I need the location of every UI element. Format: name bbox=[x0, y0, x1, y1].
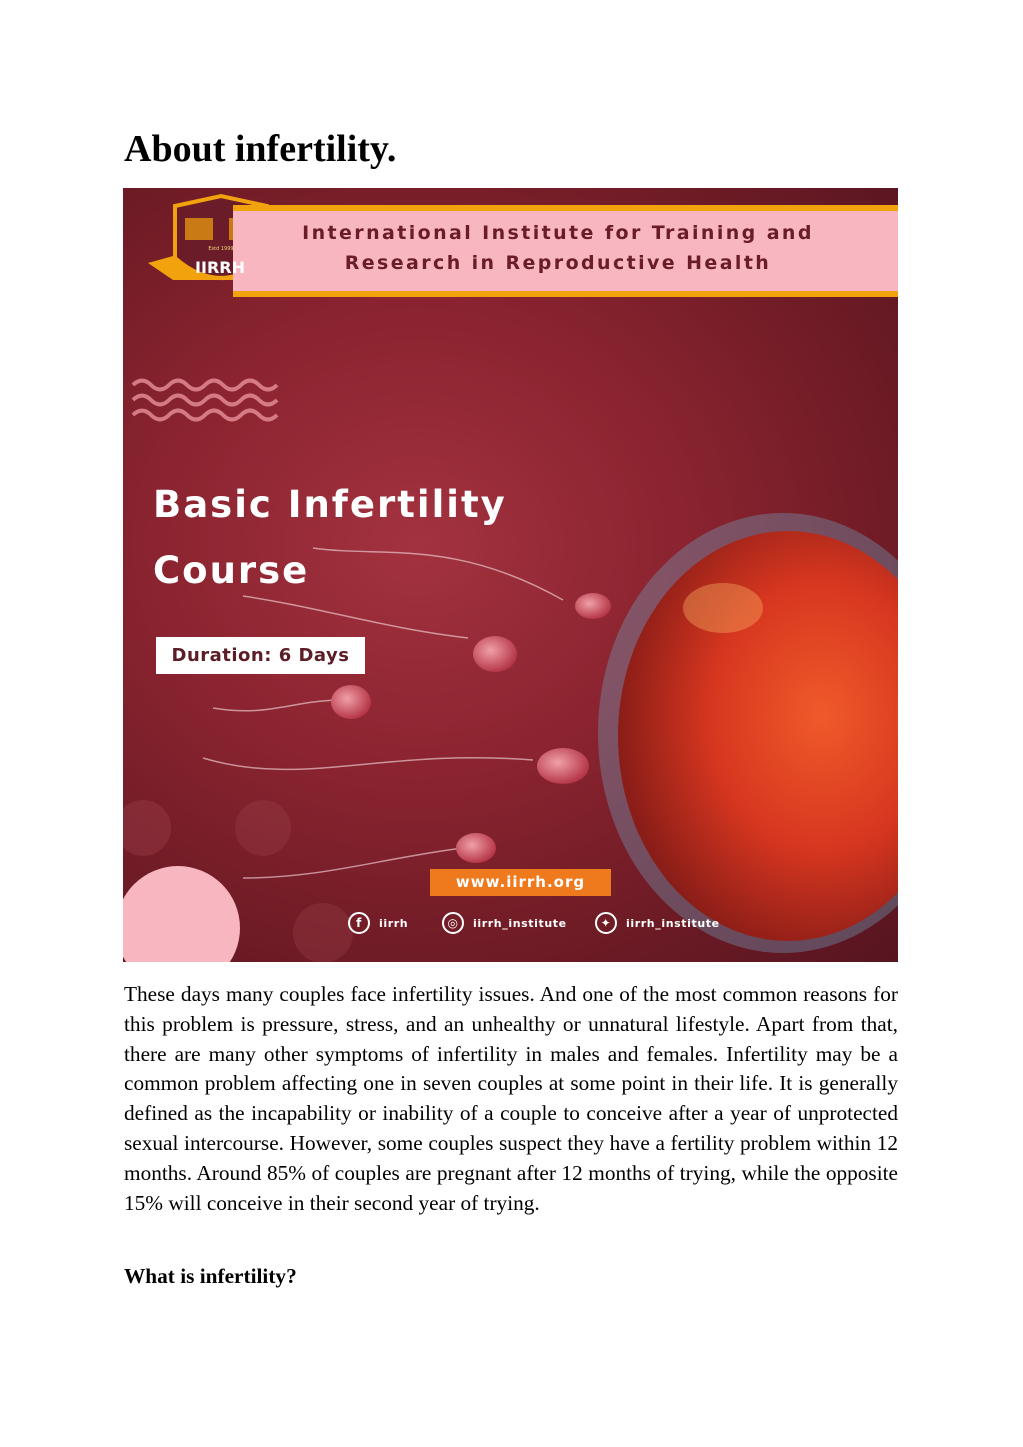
institute-name bbox=[293, 218, 823, 278]
twitter-icon: ✦ bbox=[595, 912, 617, 934]
social-handle: iirrh_institute bbox=[473, 916, 567, 930]
duration-label: Duration: 6 Days bbox=[156, 637, 365, 674]
institute-name-line1: International Institute for Training and bbox=[302, 222, 814, 244]
website-label: www.iirrh.org bbox=[430, 869, 611, 896]
social-handle: iirrh_institute bbox=[626, 916, 720, 930]
body-paragraph: These days many couples face infertility issues. And one of the most common reasons for this problem is pressure, stress, and an unhealthy or unnatural lifestyle. Apart from that, there are many other symptoms of infertility in males and females. Infertility may be a common problem affecting one in seven couples at some point in their life. It is generally defined as the incapability or inability of a couple to conceive after a year of unprotected sexual intercourse. However, some couples suspect they have a fertility problem within 12 months. Around 85% of couples are pregnant after 12 months of trying, while the opposite 15% will conceive in their second year of trying. bbox=[124, 982, 898, 1215]
course-title-line2: Course bbox=[153, 549, 310, 592]
course-title bbox=[153, 472, 613, 604]
section-heading: What is infertility? bbox=[124, 1264, 297, 1288]
social-instagram bbox=[442, 910, 567, 936]
page-title: About infertility. bbox=[124, 128, 397, 170]
course-title-line1: Basic Infertility bbox=[153, 483, 507, 526]
pink-circle-decoration bbox=[123, 866, 240, 962]
institute-name-line2: Research in Reproductive Health bbox=[344, 252, 772, 274]
wave-decoration bbox=[133, 381, 277, 420]
social-facebook bbox=[348, 910, 408, 936]
instagram-icon: ◎ bbox=[442, 912, 464, 934]
social-handle: iirrh bbox=[379, 916, 409, 930]
logo-estd-text: Estd 1999 bbox=[208, 246, 234, 252]
course-banner-image bbox=[123, 188, 898, 962]
facebook-icon: f bbox=[348, 912, 370, 934]
sperm-cells bbox=[331, 593, 611, 863]
logo-text: IIRRH bbox=[195, 258, 245, 277]
social-twitter bbox=[595, 910, 720, 936]
